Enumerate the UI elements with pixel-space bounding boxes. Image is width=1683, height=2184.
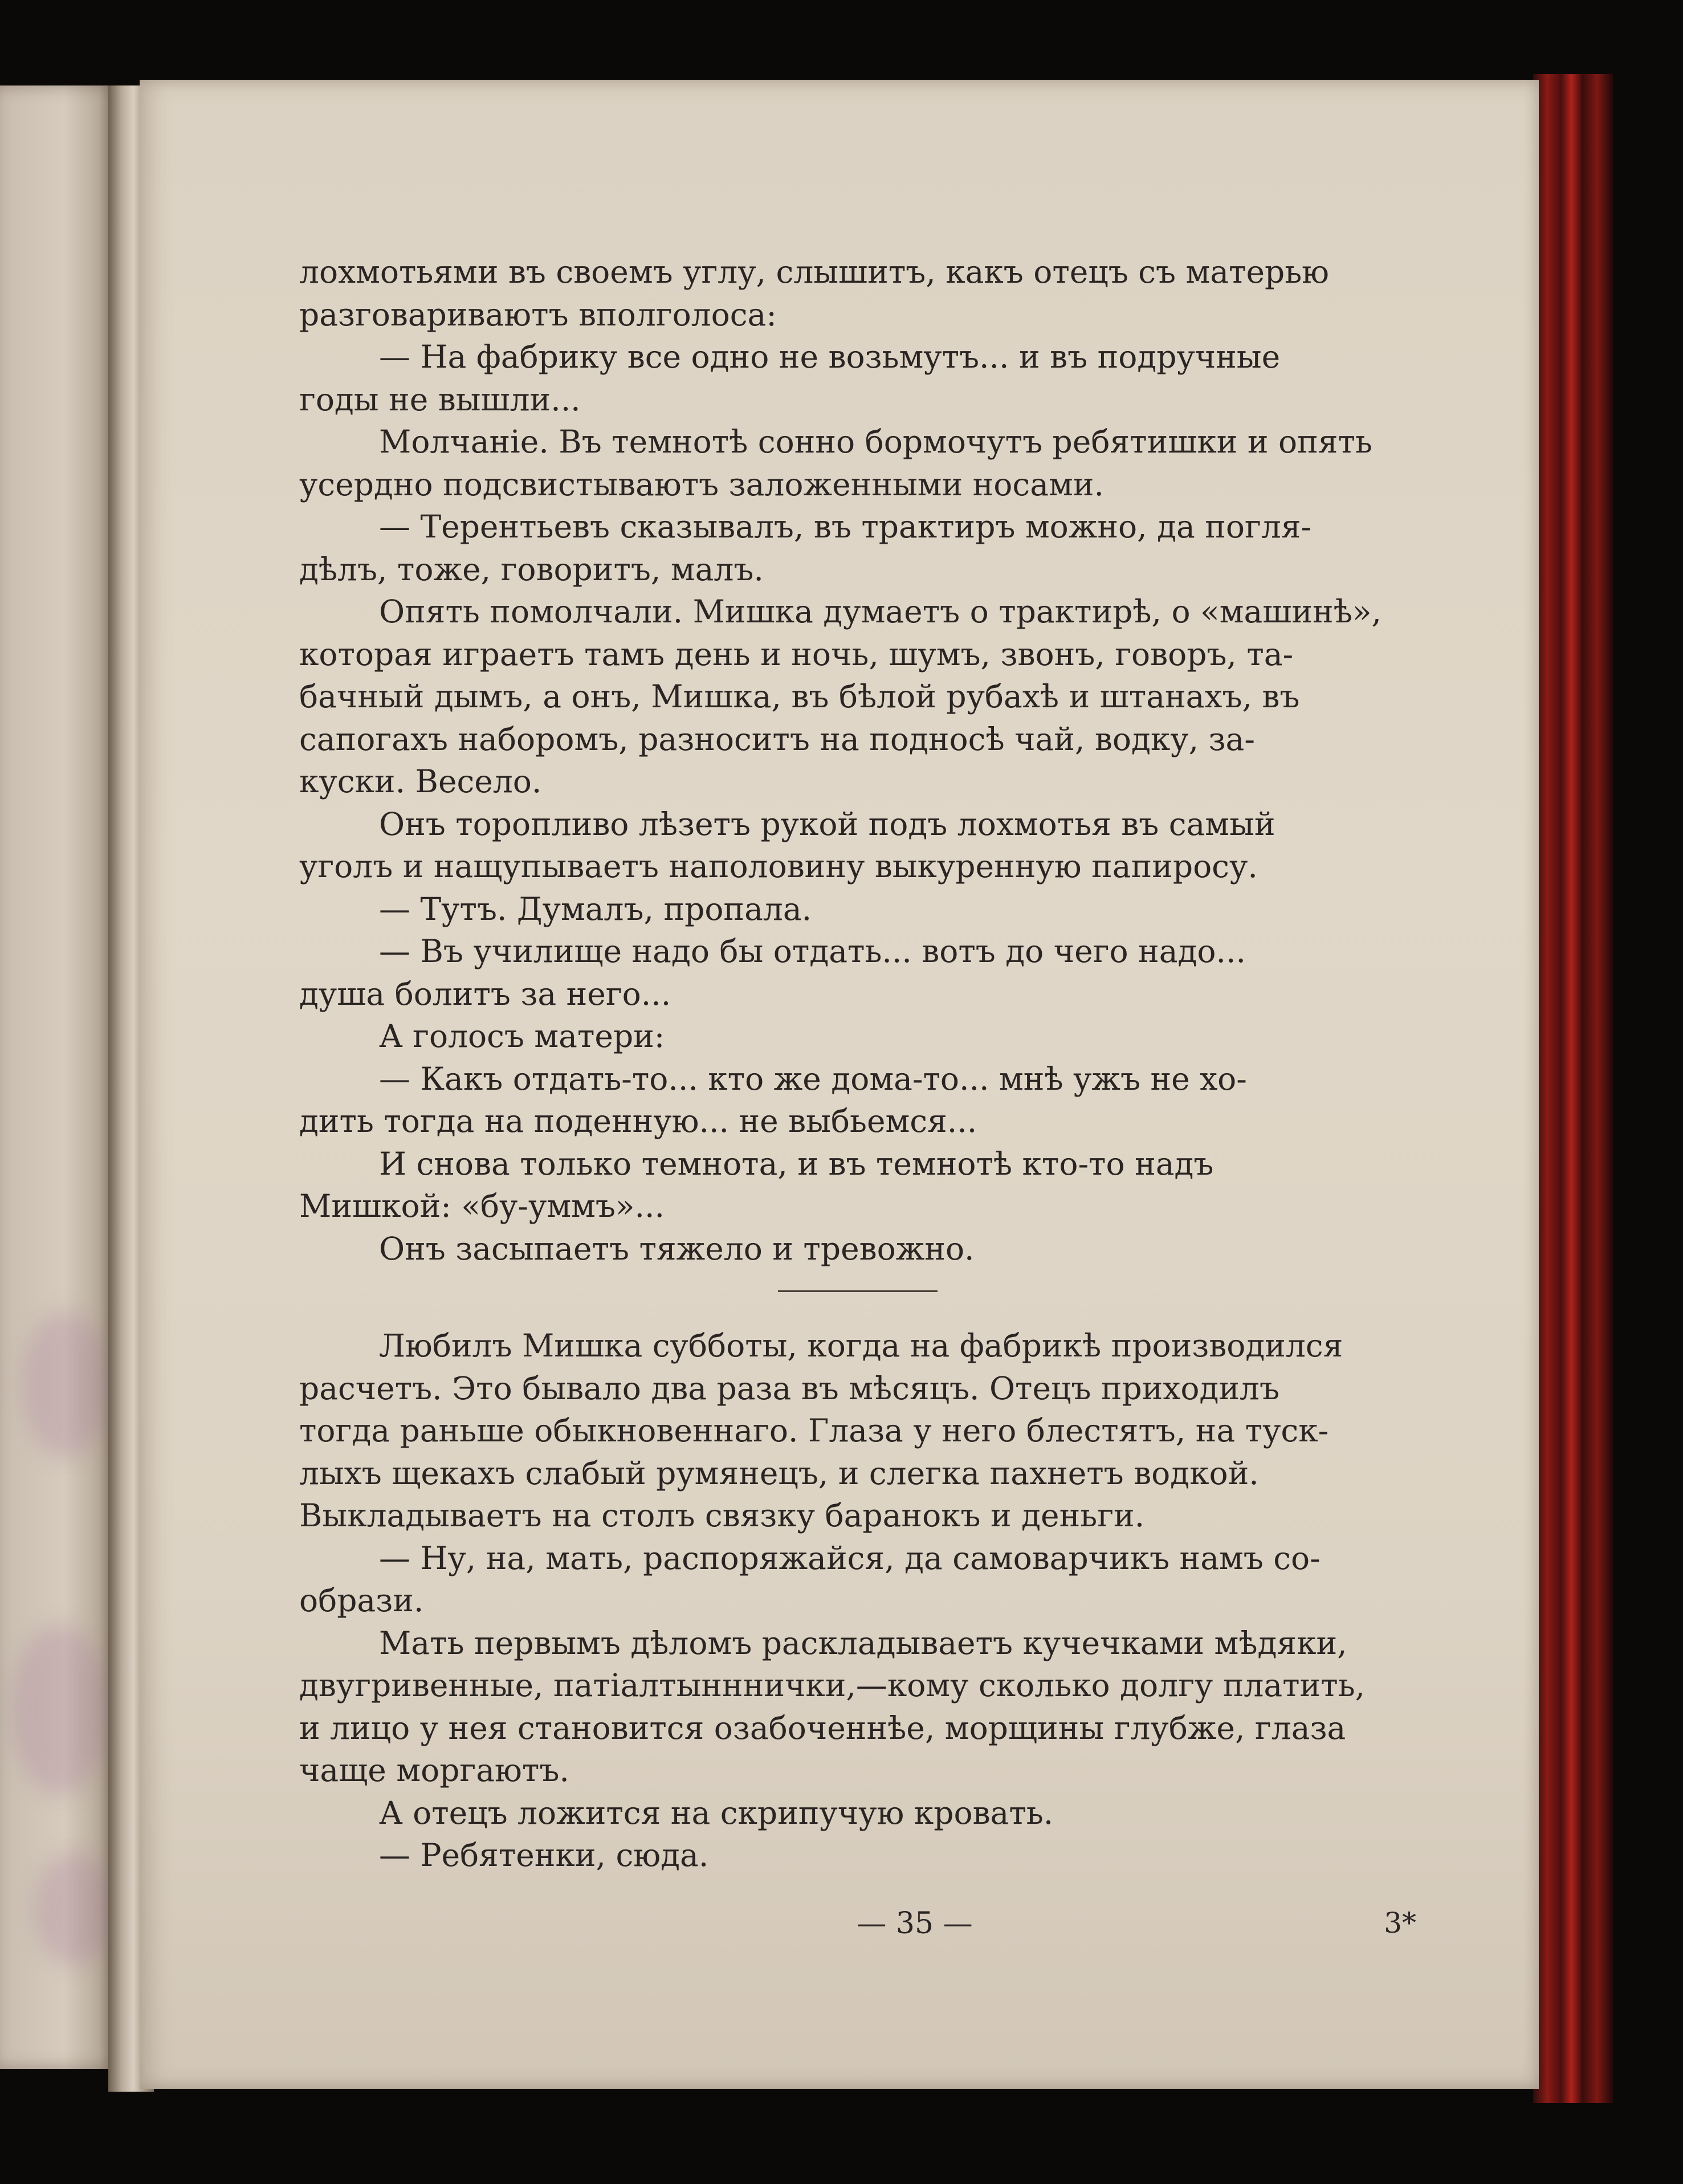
- paragraph: — На фабрику все одно не возьмутъ... и въ подручные годы не вышли...: [299, 339, 1281, 418]
- book-cover-edge: [1533, 74, 1613, 2103]
- paragraph: Мать первымъ дѣломъ раскладываетъ кучечками мѣдяки, двугривенные, патіалтынннички,—кому сколько долгу платить, и лицо у нея становится озабоченнѣе, морщины глубже, глаза чаще моргаютъ.: [299, 1624, 1366, 1788]
- paragraph: А отецъ ложится на скрипучую кровать.: [379, 1794, 1054, 1831]
- book-page: [140, 80, 1539, 2089]
- page-number: — 35 —: [857, 1906, 973, 1941]
- paragraph: Любилъ Мишка субботы, когда на фабрикѣ производился расчетъ. Это бывало два раза въ мѣсяцъ. Отецъ приходилъ тогда раньше обыкновеннаго. Глаза у него блестятъ, на туск- лыхъ щекахъ слабый румянецъ, и слегка пахнетъ водкой. Выкладываетъ на столъ связку баранокъ и деньги.: [299, 1327, 1343, 1534]
- paragraph: Онъ торопливо лѣзетъ рукой подъ лохмотья въ самый уголъ и нащупываетъ наполовину выкуренную папиросу.: [299, 805, 1276, 885]
- paragraph: Молчаніе. Въ темнотѣ сонно бормочутъ ребятишки и опять усердно подсвистываютъ заложенными носами.: [299, 423, 1372, 503]
- paragraph: И снова только темнота, и въ темнотѣ кто-то надъ Мишкой: «бу-уммъ»...: [299, 1145, 1214, 1224]
- previous-page-edge: [0, 85, 117, 2069]
- paragraph: Опять помолчали. Мишка думаетъ о трактирѣ, о «машинѣ», которая играетъ тамъ день и ночь, шумъ, звонъ, говоръ, та- бачный дымъ, а онъ, Мишка, въ бѣлой рубахѣ и штанахъ, въ сапогахъ наборомъ, разноситъ на подносѣ чай, водку, за- куски. Весело.: [299, 593, 1382, 800]
- signature-mark: 3*: [1384, 1906, 1416, 1939]
- paragraph: А голосъ матери:: [379, 1018, 665, 1054]
- paragraph: лохмотьями въ своемъ углу, слышитъ, какъ отецъ съ матерью разговариваютъ вполголоса:: [299, 254, 1330, 333]
- paragraph: Онъ засыпаетъ тяжело и тревожно.: [379, 1230, 975, 1267]
- page-text: [299, 251, 1393, 1877]
- paragraph: — Въ училище надо бы отдать... вотъ до чего надо... душа болитъ за него...: [299, 933, 1246, 1012]
- paragraph: — Тутъ. Думалъ, пропала.: [379, 890, 812, 927]
- section-separator-rule: [778, 1290, 938, 1292]
- paragraph: — Терентьевъ сказывалъ, въ трактиръ можно, да погля- дѣлъ, тоже, говоритъ, малъ.: [299, 508, 1312, 588]
- paragraph: — Ребятенки, сюда.: [379, 1837, 709, 1873]
- paragraph: — Ну, на, мать, распоряжайся, да самоварчикъ намъ со- образи.: [299, 1539, 1321, 1619]
- section-break: [299, 1270, 1393, 1325]
- paragraph: — Какъ отдать-то... кто же дома-то... мнѣ ужъ не хо- дить тогда на поденную... не выбьемся...: [299, 1060, 1247, 1139]
